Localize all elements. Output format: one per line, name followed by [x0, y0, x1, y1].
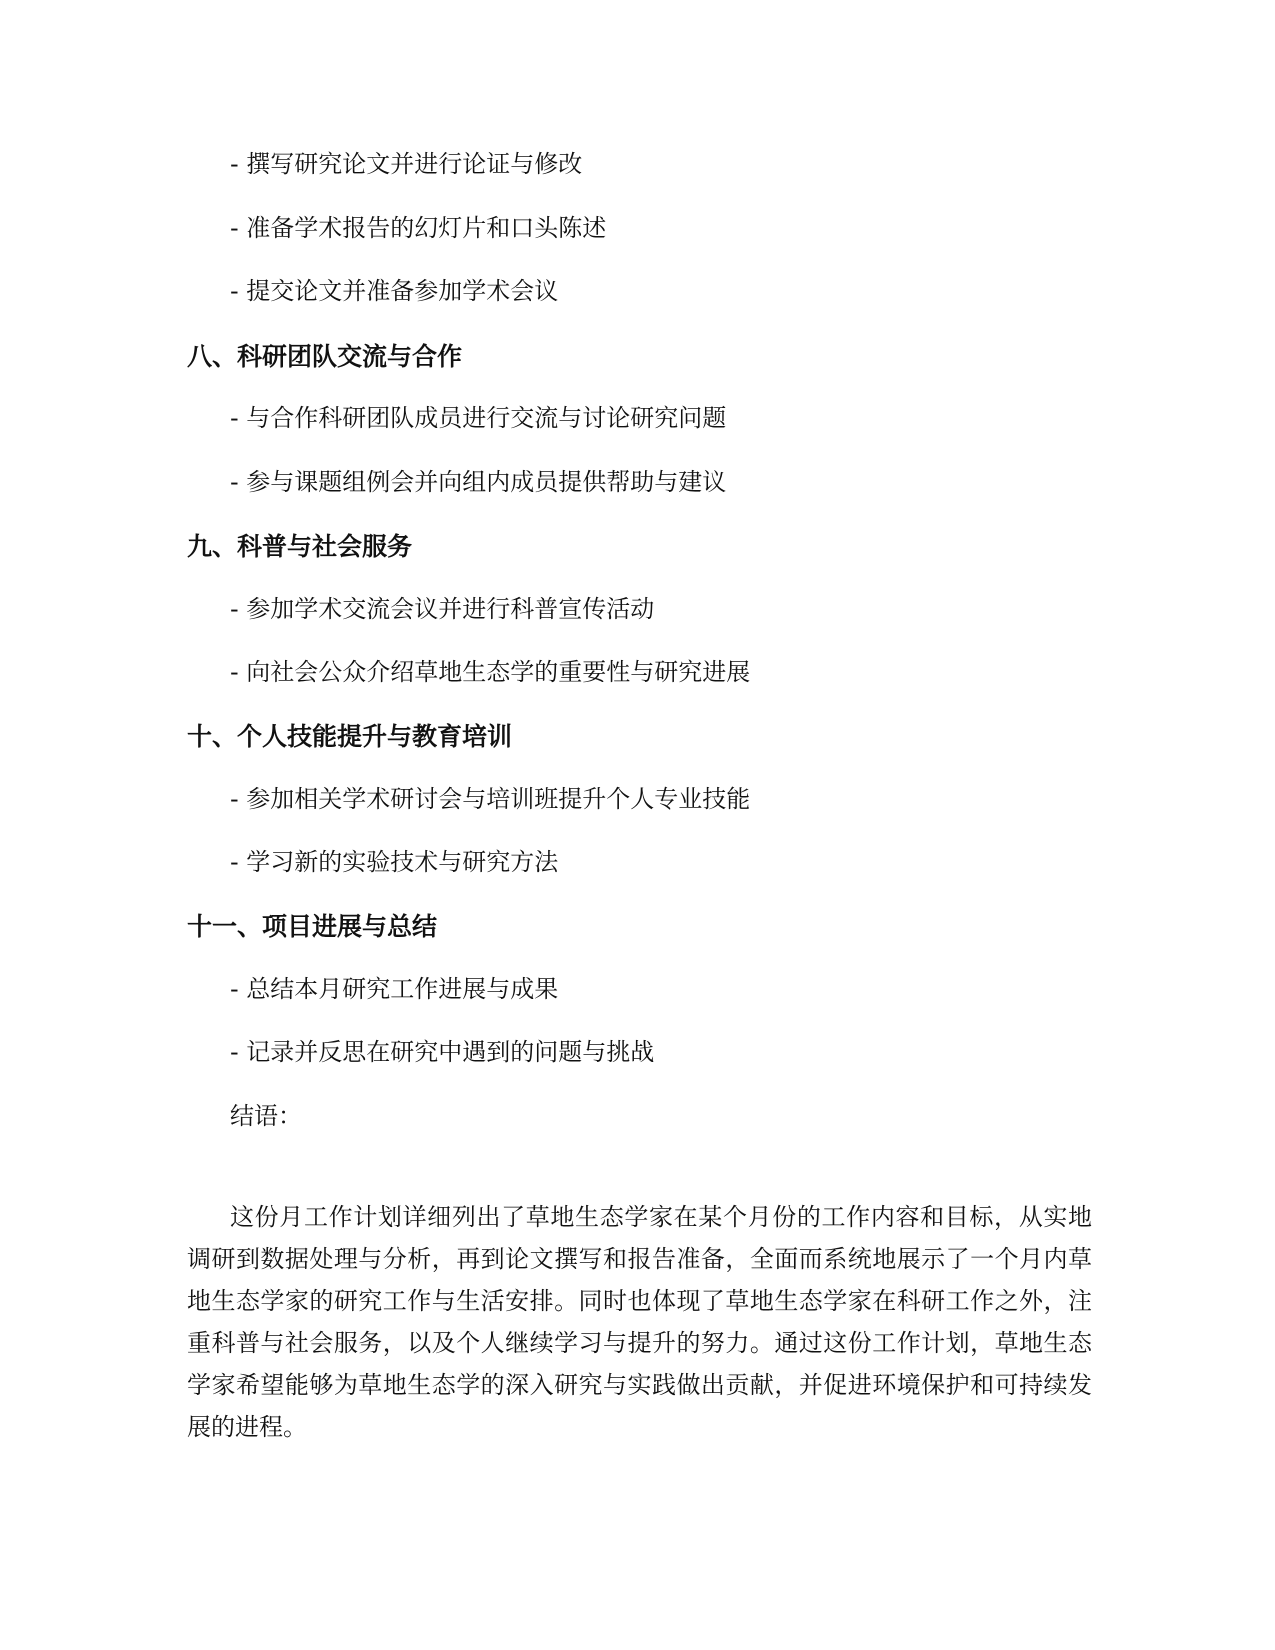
list-item: - 提交论文并准备参加学术会议: [230, 277, 559, 305]
section-heading: 十、个人技能提升与教育培训: [187, 722, 513, 751]
section-heading: 九、科普与社会服务: [187, 532, 413, 561]
list-item: - 参加学术交流会议并进行科普宣传活动: [230, 595, 655, 623]
section-heading: 十一、项目进展与总结: [187, 912, 438, 941]
list-item: - 总结本月研究工作进展与成果: [230, 975, 559, 1003]
list-item: - 学习新的实验技术与研究方法: [230, 848, 559, 876]
list-item: - 准备学术报告的幻灯片和口头陈述: [230, 214, 607, 242]
list-item: - 与合作科研团队成员进行交流与讨论研究问题: [230, 404, 727, 432]
list-item: - 记录并反思在研究中遇到的问题与挑战: [230, 1038, 655, 1066]
list-item: - 向社会公众介绍草地生态学的重要性与研究进展: [230, 658, 751, 686]
conclusion-label: 结语：: [230, 1102, 302, 1130]
section-heading: 八、科研团队交流与合作: [187, 342, 463, 371]
list-item: - 参与课题组例会并向组内成员提供帮助与建议: [230, 468, 727, 496]
conclusion-paragraph: 这份月工作计划详细列出了草地生态学家在某个月份的工作内容和目标，从实地调研到数据处理与分析，再到论文撰写和报告准备，全面而系统地展示了一个月内草地生态学家的研究工作与生活安排。同时也体现了草地生态学家在科研工作之外，注重科普与社会服务，以及个人继续学习与提升的努力。通过这份工作计划，草地生态学家希望能够为草地生态学的深入研究与实践做出贡献，并促进环境保护和可持续发展的进程。: [187, 1203, 1092, 1441]
list-item: - 参加相关学术研讨会与培训班提升个人专业技能: [230, 785, 751, 813]
list-item: - 撰写研究论文并进行论证与修改: [230, 150, 583, 178]
